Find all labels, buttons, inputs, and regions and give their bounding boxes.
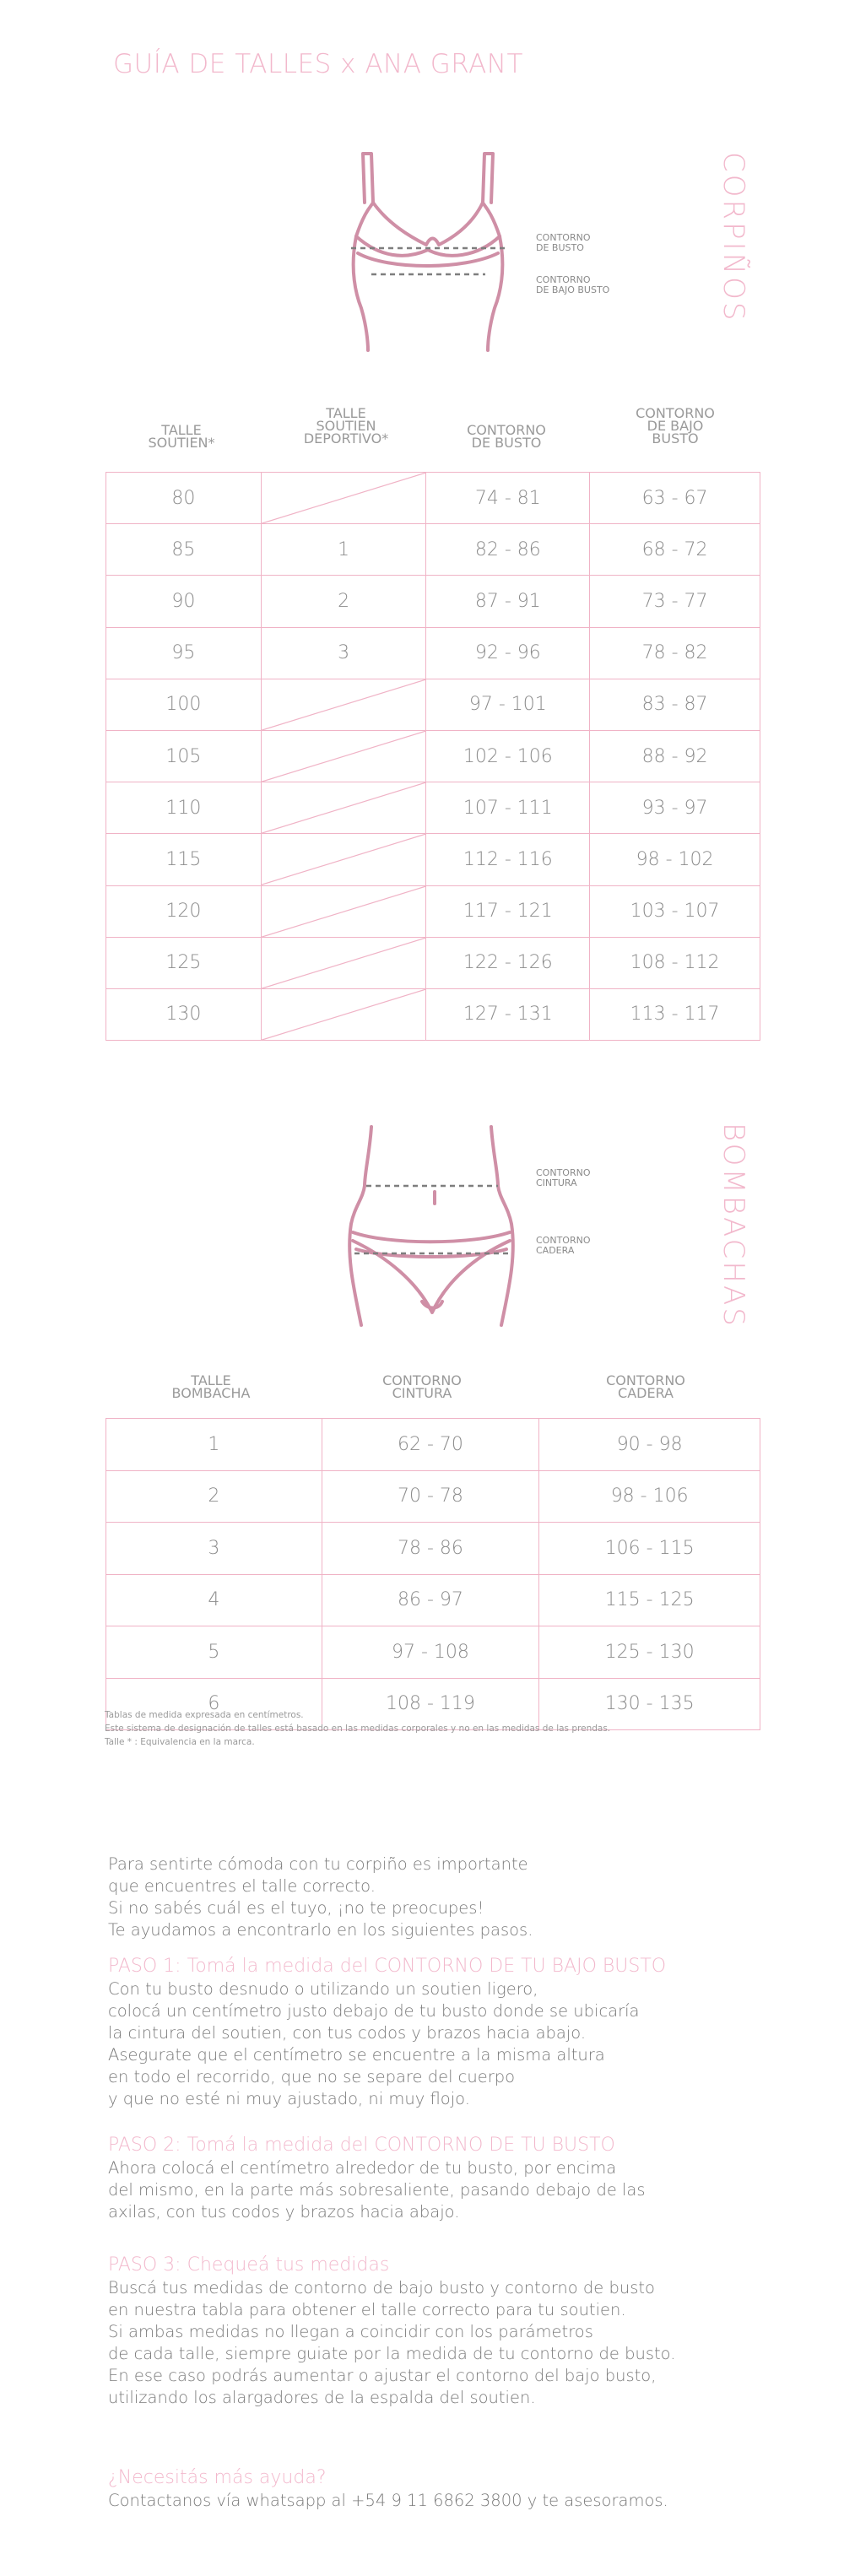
- table-cell: 92 - 96: [426, 627, 590, 679]
- table-cell: 3: [261, 627, 426, 679]
- diagram-label-line: DE BAJO BUSTO: [536, 284, 610, 295]
- intro-line: Para sentirte cómoda con tu corpiño es importante: [108, 1854, 528, 1874]
- table-cell: 125 - 130: [539, 1626, 760, 1679]
- step-line: y que no esté ni muy ajustado, ni muy flojo.: [108, 2089, 470, 2108]
- table-row: [106, 1574, 760, 1626]
- header-line: DE BUSTO: [471, 435, 542, 451]
- footnote: Talle * : Equivalencia en la marca.: [105, 1737, 255, 1747]
- step-3-title: PASO 3: Chequeá tus medidas: [108, 2254, 390, 2276]
- table-cell: 63 - 67: [590, 473, 760, 524]
- table-row: [106, 524, 760, 576]
- table-cell: 127 - 131: [426, 988, 590, 1040]
- table-cell: 120: [106, 885, 262, 937]
- table-cell: 86 - 97: [322, 1574, 539, 1626]
- table-cell: 108 - 119: [322, 1678, 539, 1730]
- table-row: [106, 937, 760, 988]
- col-header-talle-bombacha: [143, 1374, 279, 1399]
- step-3: [108, 2254, 749, 2409]
- slash-line-icon: [262, 886, 426, 937]
- table-cell: 85: [106, 524, 262, 576]
- col-header-talle-deportivo: [279, 407, 414, 445]
- step-1: [108, 1955, 749, 2110]
- table-cell: 6: [106, 1678, 322, 1730]
- empty-cell-slash: [261, 782, 426, 834]
- header-line: CONTORNO: [606, 1372, 685, 1388]
- table-cell: 103 - 107: [590, 885, 760, 937]
- table-cell: 105: [106, 730, 262, 782]
- table-cell: 4: [106, 1574, 322, 1626]
- table-row: [106, 576, 760, 627]
- table-row: [106, 1626, 760, 1679]
- step-line: utilizando los alargadores de la espalda del soutien.: [108, 2388, 536, 2407]
- page-title: GUÍA DE TALLES x ANA GRANT: [113, 49, 523, 79]
- slash-line-icon: [262, 938, 426, 988]
- table-cell: 78 - 82: [590, 627, 760, 679]
- table-cell: 80: [106, 473, 262, 524]
- header-line: SOUTIEN: [316, 418, 376, 434]
- table-cell: 122 - 126: [426, 937, 590, 988]
- header-line: DE BAJO: [647, 418, 704, 434]
- table-row: [106, 782, 760, 834]
- table-cell: 73 - 77: [590, 576, 760, 627]
- slash-line-icon: [262, 731, 426, 782]
- table-cell: 1: [106, 1419, 322, 1471]
- table-cell: 95: [106, 627, 262, 679]
- table-row: [106, 679, 760, 730]
- step-line: del mismo, en la parte más sobresaliente, pasando debajo de las: [108, 2180, 646, 2200]
- help-title: ¿Necesitás más ayuda?: [108, 2467, 327, 2488]
- step-line: axilas, con tus codos y brazos hacia abajo.: [108, 2202, 460, 2222]
- table-cell: 106 - 115: [539, 1523, 760, 1575]
- header-line: CADERA: [618, 1385, 674, 1401]
- table-cell: 130: [106, 988, 262, 1040]
- slash-line-icon: [262, 679, 426, 730]
- table-cell: 125: [106, 937, 262, 988]
- table-cell: 98 - 106: [539, 1470, 760, 1523]
- intro-line: Si no sabés cuál es el tuyo, ¡no te preocupes!: [108, 1898, 484, 1918]
- empty-cell-slash: [261, 937, 426, 988]
- step-line: en nuestra tabla para obtener el talle correcto para tu soutien.: [108, 2300, 626, 2319]
- section-label-bombachas: BOMBACHAS: [717, 1123, 750, 1329]
- step-line: la cintura del soutien, con tus codos y brazos hacia abajo.: [108, 2023, 587, 2043]
- table-row: [106, 988, 760, 1040]
- table-cell: 62 - 70: [322, 1419, 539, 1471]
- footnote: Tablas de medida expresada en centímetros.: [105, 1710, 304, 1720]
- table-cell: 115: [106, 834, 262, 885]
- table-cell: 113 - 117: [590, 988, 760, 1040]
- section-label-corpinos: CORPIÑOS: [717, 152, 750, 323]
- empty-cell-slash: [261, 834, 426, 885]
- step-line: Si ambas medidas no llegan a coincidir con los parámetros: [108, 2322, 593, 2341]
- empty-cell-slash: [261, 473, 426, 524]
- table-cell: 90: [106, 576, 262, 627]
- step-line: Asegurate que el centímetro se encuentre a la misma altura: [108, 2045, 605, 2065]
- step-line: Con tu busto desnudo o utilizando un soutien ligero,: [108, 1979, 538, 1999]
- table-cell: 88 - 92: [590, 730, 760, 782]
- step-2-title: PASO 2: Tomá la medida del CONTORNO DE TU BUSTO: [108, 2135, 615, 2156]
- table-cell: 115 - 125: [539, 1574, 760, 1626]
- footnotes: [105, 1708, 610, 1749]
- header-line: BUSTO: [652, 430, 699, 446]
- header-line: CONTORNO: [636, 405, 715, 421]
- table-row: [106, 885, 760, 937]
- table-cell: 110: [106, 782, 262, 834]
- col-header-contorno-cintura: [354, 1374, 490, 1399]
- table-cell: 107 - 111: [426, 782, 590, 834]
- table-cell: 108 - 112: [590, 937, 760, 988]
- step-line: En ese caso podrás aumentar o ajustar el contorno del bajo busto,: [108, 2366, 657, 2385]
- intro-paragraph: [108, 1854, 749, 1941]
- slash-line-icon: [262, 782, 426, 833]
- footnote: Este sistema de designación de talles está basado en las medidas corporales y no en las medidas de las prendas.: [105, 1724, 611, 1734]
- empty-cell-slash: [261, 988, 426, 1040]
- table-cell: 70 - 78: [322, 1470, 539, 1523]
- col-header-contorno-bajo-busto: [608, 407, 743, 445]
- diagram-label-cintura: [536, 1168, 654, 1188]
- help-section: [108, 2466, 749, 2512]
- step-1-title: PASO 1: Tomá la medida del CONTORNO DE TU BAJO BUSTO: [108, 1956, 667, 1977]
- empty-cell-slash: [261, 679, 426, 730]
- diagram-label-line: CADERA: [536, 1245, 575, 1256]
- slash-line-icon: [262, 834, 426, 885]
- header-line: TALLE: [191, 1372, 231, 1388]
- table-row: [106, 1419, 760, 1471]
- diagram-label-bajo-busto: [536, 275, 654, 295]
- table-cell: 83 - 87: [590, 679, 760, 730]
- header-line: SOUTIEN*: [148, 435, 215, 451]
- header-line: CONTORNO: [382, 1372, 462, 1388]
- step-line: en todo el recorrido, que no se separe del cuerpo: [108, 2067, 516, 2086]
- diagram-label-line: DE BUSTO: [536, 242, 584, 253]
- table-cell: 87 - 91: [426, 576, 590, 627]
- table-cell: 74 - 81: [426, 473, 590, 524]
- table-row: [106, 834, 760, 885]
- table-cell: 97 - 101: [426, 679, 590, 730]
- bombachas-size-table: [106, 1418, 760, 1730]
- slash-line-icon: [262, 989, 426, 1040]
- col-header-contorno-busto: [443, 424, 570, 449]
- diagram-label-line: CINTURA: [536, 1177, 577, 1188]
- slash-line-icon: [262, 473, 426, 523]
- table-cell: 98 - 102: [590, 834, 760, 885]
- header-line: CONTORNO: [467, 422, 546, 438]
- empty-cell-slash: [261, 730, 426, 782]
- table-row: [106, 1470, 760, 1523]
- table-cell: 112 - 116: [426, 834, 590, 885]
- table-cell: 97 - 108: [322, 1626, 539, 1679]
- intro-line: que encuentres el talle correcto.: [108, 1876, 376, 1896]
- table-cell: 68 - 72: [590, 524, 760, 576]
- table-cell: 78 - 86: [322, 1523, 539, 1575]
- table-cell: 90 - 98: [539, 1419, 760, 1471]
- intro-line: Te ayudamos a encontrarlo en los siguientes pasos.: [108, 1920, 533, 1940]
- step-line: Ahora colocá el centímetro alrededor de tu busto, por encima: [108, 2158, 617, 2178]
- table-row: [106, 627, 760, 679]
- diagram-label-line: CONTORNO: [536, 274, 591, 285]
- diagram-label-line: CONTORNO: [536, 1235, 591, 1246]
- corpinos-size-table: [106, 472, 760, 1041]
- step-2: [108, 2134, 749, 2223]
- header-line: CINTURA: [392, 1385, 452, 1401]
- step-line: Buscá tus medidas de contorno de bajo busto y contorno de busto: [108, 2278, 655, 2297]
- diagram-label-line: CONTORNO: [536, 1167, 591, 1178]
- diagram-label-busto: [536, 233, 654, 253]
- table-cell: 102 - 106: [426, 730, 590, 782]
- col-header-contorno-cadera: [578, 1374, 713, 1399]
- header-line: TALLE: [326, 405, 366, 421]
- table-cell: 130 - 135: [539, 1678, 760, 1730]
- bra-illustration-icon: [338, 143, 532, 354]
- header-line: DEPORTIVO*: [303, 430, 389, 446]
- table-cell: 93 - 97: [590, 782, 760, 834]
- header-line: BOMBACHA: [171, 1385, 251, 1401]
- step-line: de cada talle, siempre guiate por la medida de tu contorno de busto.: [108, 2344, 676, 2363]
- diagram-label-line: CONTORNO: [536, 232, 591, 243]
- header-line: TALLE: [161, 422, 202, 438]
- table-cell: 82 - 86: [426, 524, 590, 576]
- col-header-talle-soutien: [118, 424, 245, 449]
- table-row: [106, 730, 760, 782]
- table-cell: 5: [106, 1626, 322, 1679]
- table-cell: 1: [261, 524, 426, 576]
- table-row: [106, 473, 760, 524]
- table-cell: 3: [106, 1523, 322, 1575]
- panty-illustration-icon: [338, 1123, 532, 1334]
- table-cell: 2: [261, 576, 426, 627]
- table-cell: 100: [106, 679, 262, 730]
- table-cell: 117 - 121: [426, 885, 590, 937]
- diagram-label-cadera: [536, 1236, 654, 1256]
- table-row: [106, 1523, 760, 1575]
- empty-cell-slash: [261, 885, 426, 937]
- table-cell: 2: [106, 1470, 322, 1523]
- step-line: colocá un centímetro justo debajo de tu busto donde se ubicaría: [108, 2001, 640, 2021]
- help-text: Contactanos vía whatsapp al +54 9 11 6862 3800 y te asesoramos.: [108, 2491, 668, 2510]
